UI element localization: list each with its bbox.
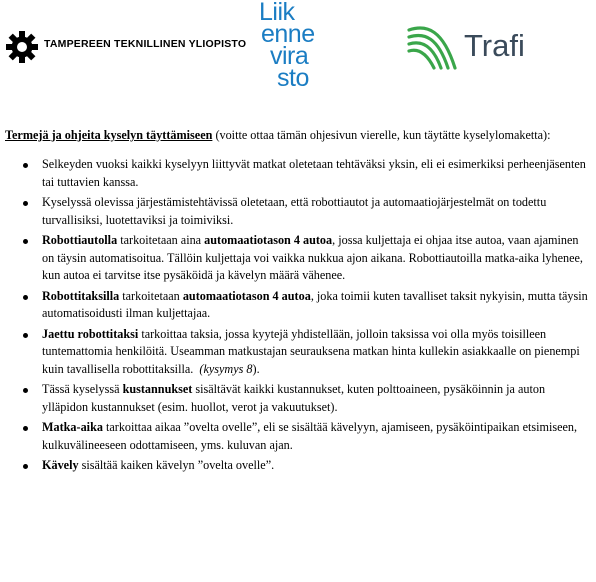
list-item: [5, 232, 593, 285]
tty-university-name: TAMPEREEN TEKNILLINEN YLIOPISTO: [44, 38, 247, 50]
bullet-icon: [23, 464, 28, 469]
bullet-icon: [23, 388, 28, 393]
list-item: [5, 381, 593, 416]
bullet-icon: [23, 426, 28, 431]
list-item: [5, 156, 593, 191]
item-text: , jossa kuljettaja ei ohjaa itse autoa, vaan ajaminen on täysin automatisoitua. Tällöin kuljettaja voi vaikka nukkua ajon aikana. Robottiautoilla matka-aika lyhenee, kun autoa ei tarvitse itse pysäköidä ja kävelyn määrä vähenee.: [42, 233, 583, 282]
question-reference: (kysymys 8: [199, 361, 253, 376]
item-text: tarkoitetaan: [119, 288, 183, 303]
term-robottiauto: Robottiautolla: [42, 233, 118, 247]
liikennevirasto-logo-line: sto: [277, 64, 309, 92]
liikennevirasto-logo-line: vira: [270, 42, 309, 70]
bullet-icon: [23, 201, 28, 206]
term-kustannukset: kustannukset: [122, 382, 193, 396]
trafi-swoosh-icon: [405, 20, 463, 72]
liikennevirasto-logo-line: enne: [261, 20, 315, 48]
term-kavely: Kävely: [42, 458, 79, 472]
term-jaettu-robottitaksi: Jaettu robottitaksi: [42, 326, 139, 341]
item-text: ).: [252, 361, 260, 376]
term-robottitaksi: Robottitaksilla: [42, 288, 120, 303]
term-matka-aika: Matka-aika: [42, 420, 103, 434]
item-text: tarkoitetaan aina: [117, 233, 205, 247]
instructions-section: [5, 127, 595, 478]
bullet-icon: [23, 295, 28, 300]
item-text: Selkeyden vuoksi kaikki kyselyyn liittyvät matkat oletetaan tehtäväksi yksin, eli ei esimerkiksi perheenjäsenten tai tuttavien kanssa.: [42, 157, 586, 189]
item-text: Kyselyssä olevissa järjestämistehtävissä oletetaan, että robottiautot ja automaatiojärjestelmät on todettu turvallisiksi, luotettaviksi ja toimiviksi.: [42, 195, 547, 227]
item-text: sisältävät kaikki kustannukset, kuten polttoaineen, pysäköinnin ja auton ylläpidon kustannukset (esim. huollot, verot ja vakuutukset).: [42, 382, 546, 414]
list-item: [5, 194, 593, 229]
bullet-icon: [23, 333, 28, 338]
list-item: [5, 419, 593, 454]
intro-note: (voitte ottaa tämän ohjesivun vierelle, kun täytätte kyselylomaketta):: [212, 128, 551, 142]
bullet-icon: [23, 163, 28, 168]
liikennevirasto-logo: [259, 0, 349, 92]
intro-title: Termejä ja ohjeita kyselyn täyttämiseen: [5, 128, 213, 142]
list-item: [5, 288, 593, 323]
item-text: , joka toimii kuten tavalliset taksit nykyisin, mutta täysin automatisoidusti ilman kuljettajaa.: [42, 288, 588, 320]
logo-header: [0, 0, 596, 110]
intro-paragraph: [5, 127, 595, 143]
term-automation-level: automaatiotason 4 autoa: [204, 233, 333, 247]
instructions-list: [5, 156, 595, 475]
liikennevirasto-logo-line: Liik: [259, 0, 295, 26]
item-text: sisältää kaiken kävelyn ”ovelta ovelle”.: [78, 458, 275, 472]
bullet-icon: [23, 239, 28, 244]
trafi-logo-text: Trafi: [464, 28, 525, 63]
list-item: [5, 457, 593, 475]
item-text: tarkoittaa aikaa ”ovelta ovelle”, eli se sisältää kävelyyn, ajamiseen, pysäköintipaikan etsimiseen, kulkuvälineeseen odottamiseen, yms. kuluvan ajan.: [42, 420, 578, 452]
item-text: Tässä kyselyssä: [42, 382, 123, 396]
list-item: [5, 326, 593, 379]
item-text: tarkoittaa taksia, jossa kyytejä yhdistellään, jolloin taksissa voi olla myös toisilleen tuntemattomia henkilöitä. Useamman matkustajan seurauksena matkan hinta kullekin asiakkaalle on pienempi kuin tavallisella robottitaksilla.: [42, 326, 580, 376]
term-automation-level: automaatiotason 4 autoa: [182, 288, 311, 303]
tty-gear-logo-icon: [4, 30, 40, 64]
